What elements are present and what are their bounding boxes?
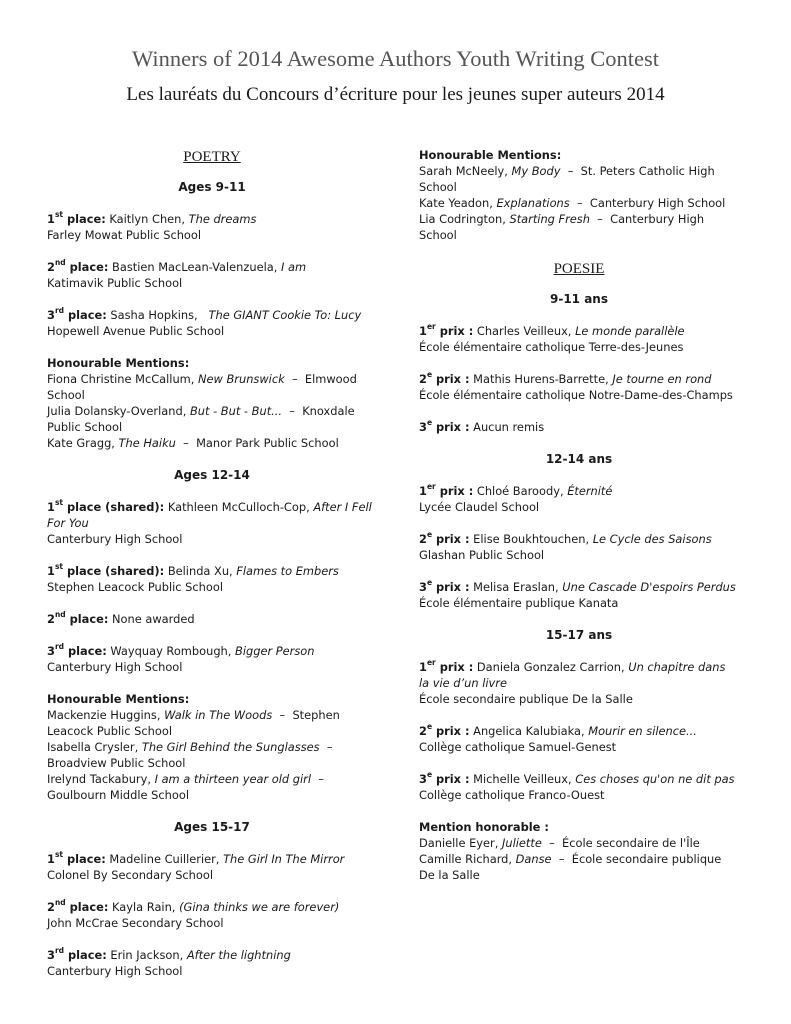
winner-entry — [47, 947, 377, 979]
place-label: 3rd place: — [47, 642, 107, 658]
page-subtitle: Les lauréats du Concours d’écriture pour les jeunes super auteurs 2014 — [126, 84, 665, 105]
school-name: Lycée Claudel School — [419, 500, 540, 514]
winner-name: Elise Boukhtouchen, — [469, 532, 593, 546]
school-name: École secondaire publique De la Salle — [419, 692, 633, 706]
group-heading: 12-14 ans — [545, 452, 613, 466]
place-label: 2nd place: — [47, 258, 109, 274]
work-title: Bigger Person — [235, 644, 315, 658]
winner-entry — [47, 259, 377, 291]
work-title: Le Cycle des Saisons — [592, 532, 712, 546]
winner-name: Chloé Baroody, — [473, 484, 568, 498]
place-label: 2nd place: — [47, 898, 109, 914]
school-name: Katimavik Public School — [47, 276, 183, 290]
work-title: Flames to Embers — [236, 564, 339, 578]
honourable-item: Kate Gragg, The Haiku – Manor Park Public School — [47, 436, 339, 450]
school-name: Canterbury High School — [47, 964, 183, 978]
place-label: 3e prix : — [419, 418, 470, 434]
honourable-item: Kate Yeadon, Explanations – Canterbury High School — [419, 196, 726, 210]
winner-entry — [47, 643, 377, 675]
place-label: 1st place (shared): — [47, 562, 165, 578]
work-title: Ces choses qu'on ne dit pas — [575, 772, 735, 786]
winner-entry — [419, 371, 739, 403]
place-label: 3rd place: — [47, 306, 107, 322]
winner-name: Kayla Rain, — [108, 900, 180, 914]
section-heading-poesie: POESIE — [553, 261, 605, 277]
school-name: Collège catholique Samuel-Genest — [419, 740, 617, 754]
school-name: Farley Mowat Public School — [47, 228, 202, 242]
winner-entry — [47, 611, 377, 627]
winner-name: Melisa Eraslan, — [469, 580, 563, 594]
group-heading: 9-11 ans — [550, 292, 608, 306]
work-title: After the lightning — [186, 948, 291, 962]
group-heading: 15-17 ans — [545, 628, 613, 642]
honourable-item: Danielle Eyer, Juliette – École secondaire de l'Île — [419, 836, 700, 850]
work-title: I am — [280, 260, 307, 274]
school-name: Canterbury High School — [47, 660, 183, 674]
group-heading: Ages 12-14 — [174, 468, 250, 482]
winner-entry — [419, 579, 739, 611]
honourable-heading: Mention honorable : — [419, 820, 549, 834]
winner-name: Mathis Hurens-Barrette, — [469, 372, 613, 386]
group-heading: Ages 15-17 — [174, 820, 250, 834]
work-title: After I Fell For You — [47, 500, 372, 530]
work-title: The dreams — [188, 212, 257, 226]
winner-entry — [47, 499, 377, 547]
school-name: Canterbury High School — [47, 532, 183, 546]
place-label: 1st place: — [47, 850, 106, 866]
school-name: Colonel By Secondary School — [47, 868, 214, 882]
honourable-item: Lia Codrington, Starting Fresh – Canterbury High School — [419, 212, 708, 242]
place-label: 2e prix : — [419, 722, 470, 738]
left-column — [47, 147, 377, 995]
winner-name: Charles Veilleux, — [473, 324, 576, 338]
honourable-mentions — [47, 691, 377, 803]
page-title: Winners of 2014 Awesome Authors Youth Writing Contest — [132, 46, 659, 71]
school-name: École élémentaire catholique Terre-des-Jeunes — [419, 340, 684, 354]
winner-name: None awarded — [108, 612, 195, 626]
winner-name: Kathleen McCulloch-Cop, — [164, 500, 314, 514]
honourable-item: Sarah McNeely, My Body – St. Peters Catholic High School — [419, 164, 719, 194]
work-title: Éternité — [567, 484, 613, 498]
place-label: 1er prix : — [419, 482, 474, 498]
work-title: Une Cascade D'espoirs Perdus — [562, 580, 736, 594]
winner-entry — [47, 851, 377, 883]
honourable-heading: Honourable Mentions: — [47, 692, 190, 706]
place-label: 1er prix : — [419, 322, 474, 338]
winner-entry — [419, 419, 739, 435]
honourable-item: Fiona Christine McCallum, New Brunswick – Elmwood School — [47, 372, 361, 402]
work-title: Je tourne en rond — [612, 372, 712, 386]
right-column — [419, 147, 739, 899]
place-label: 2e prix : — [419, 530, 470, 546]
work-title: Le monde parallèle — [575, 324, 685, 338]
winner-name: Kaitlyn Chen, — [105, 212, 189, 226]
winner-entry — [47, 563, 377, 595]
winner-name: Aucun remis — [469, 420, 545, 434]
place-label: 1st place: — [47, 210, 106, 226]
place-label: 2e prix : — [419, 370, 470, 386]
winner-name: Michelle Veilleux, — [469, 772, 576, 786]
honourable-heading: Honourable Mentions: — [47, 356, 190, 370]
winner-entry — [419, 723, 739, 755]
winner-name: Erin Jackson, — [106, 948, 187, 962]
winner-name: Bastien MacLean-Valenzuela, — [108, 260, 281, 274]
honourable-mentions — [47, 355, 377, 451]
school-name: École élémentaire publique Kanata — [419, 596, 619, 610]
honourable-item: Mackenzie Huggins, Walk in The Woods – Stephen Leacock Public School — [47, 708, 344, 738]
place-label: 2nd place: — [47, 610, 109, 626]
place-label: 3rd place: — [47, 946, 107, 962]
work-title: The Girl In The Mirror — [223, 852, 345, 866]
winner-name: Sasha Hopkins, — [106, 308, 209, 322]
school-name: Collège catholique Franco-Ouest — [419, 788, 605, 802]
section-heading-poetry: POETRY — [183, 149, 241, 165]
place-label: 3e prix : — [419, 770, 470, 786]
work-title: (Gina thinks we are forever) — [179, 900, 340, 914]
school-name: John McCrae Secondary School — [47, 916, 224, 930]
school-name: Stephen Leacock Public School — [47, 580, 223, 594]
winner-entry — [419, 531, 739, 563]
honourable-item: Camille Richard, Danse – École secondaire publique De la Salle — [419, 852, 725, 882]
honourable-mentions — [419, 819, 739, 883]
work-title: Mourir en silence... — [588, 724, 697, 738]
honourable-item: Julia Dolansky-Overland, But - But - But... – Knoxdale Public School — [47, 404, 359, 434]
group-heading: Ages 9-11 — [178, 180, 246, 194]
winner-name: Daniela Gonzalez Carrion, — [473, 660, 629, 674]
winner-entry — [47, 899, 377, 931]
work-title: The GIANT Cookie To: Lucy — [208, 308, 362, 322]
work-title: Un chapitre dans la vie d’un livre — [419, 660, 726, 690]
school-name: École élémentaire catholique Notre-Dame-des-Champs — [419, 388, 733, 402]
place-label: 1er prix : — [419, 658, 474, 674]
winner-name: Wayquay Rombough, — [106, 644, 236, 658]
winner-entry — [419, 483, 739, 515]
honourable-item: Isabella Crysler, The Girl Behind the Sunglasses – Broadview Public School — [47, 740, 340, 770]
winner-name: Belinda Xu, — [164, 564, 237, 578]
honourable-heading: Honourable Mentions: — [419, 148, 562, 162]
honourable-mentions — [419, 147, 739, 243]
winner-entry — [47, 211, 377, 243]
winner-name: Angelica Kalubiaka, — [469, 724, 589, 738]
winner-entry — [419, 659, 739, 707]
winner-entry — [419, 771, 739, 803]
winner-entry — [47, 307, 377, 339]
winner-name: Madeline Cuillerier, — [105, 852, 224, 866]
place-label: 3e prix : — [419, 578, 470, 594]
honourable-item: Irelynd Tackabury, I am a thirteen year old girl – Goulbourn Middle School — [47, 772, 332, 802]
school-name: Glashan Public School — [419, 548, 545, 562]
place-label: 1st place (shared): — [47, 498, 165, 514]
winner-entry — [419, 323, 739, 355]
school-name: Hopewell Avenue Public School — [47, 324, 225, 338]
